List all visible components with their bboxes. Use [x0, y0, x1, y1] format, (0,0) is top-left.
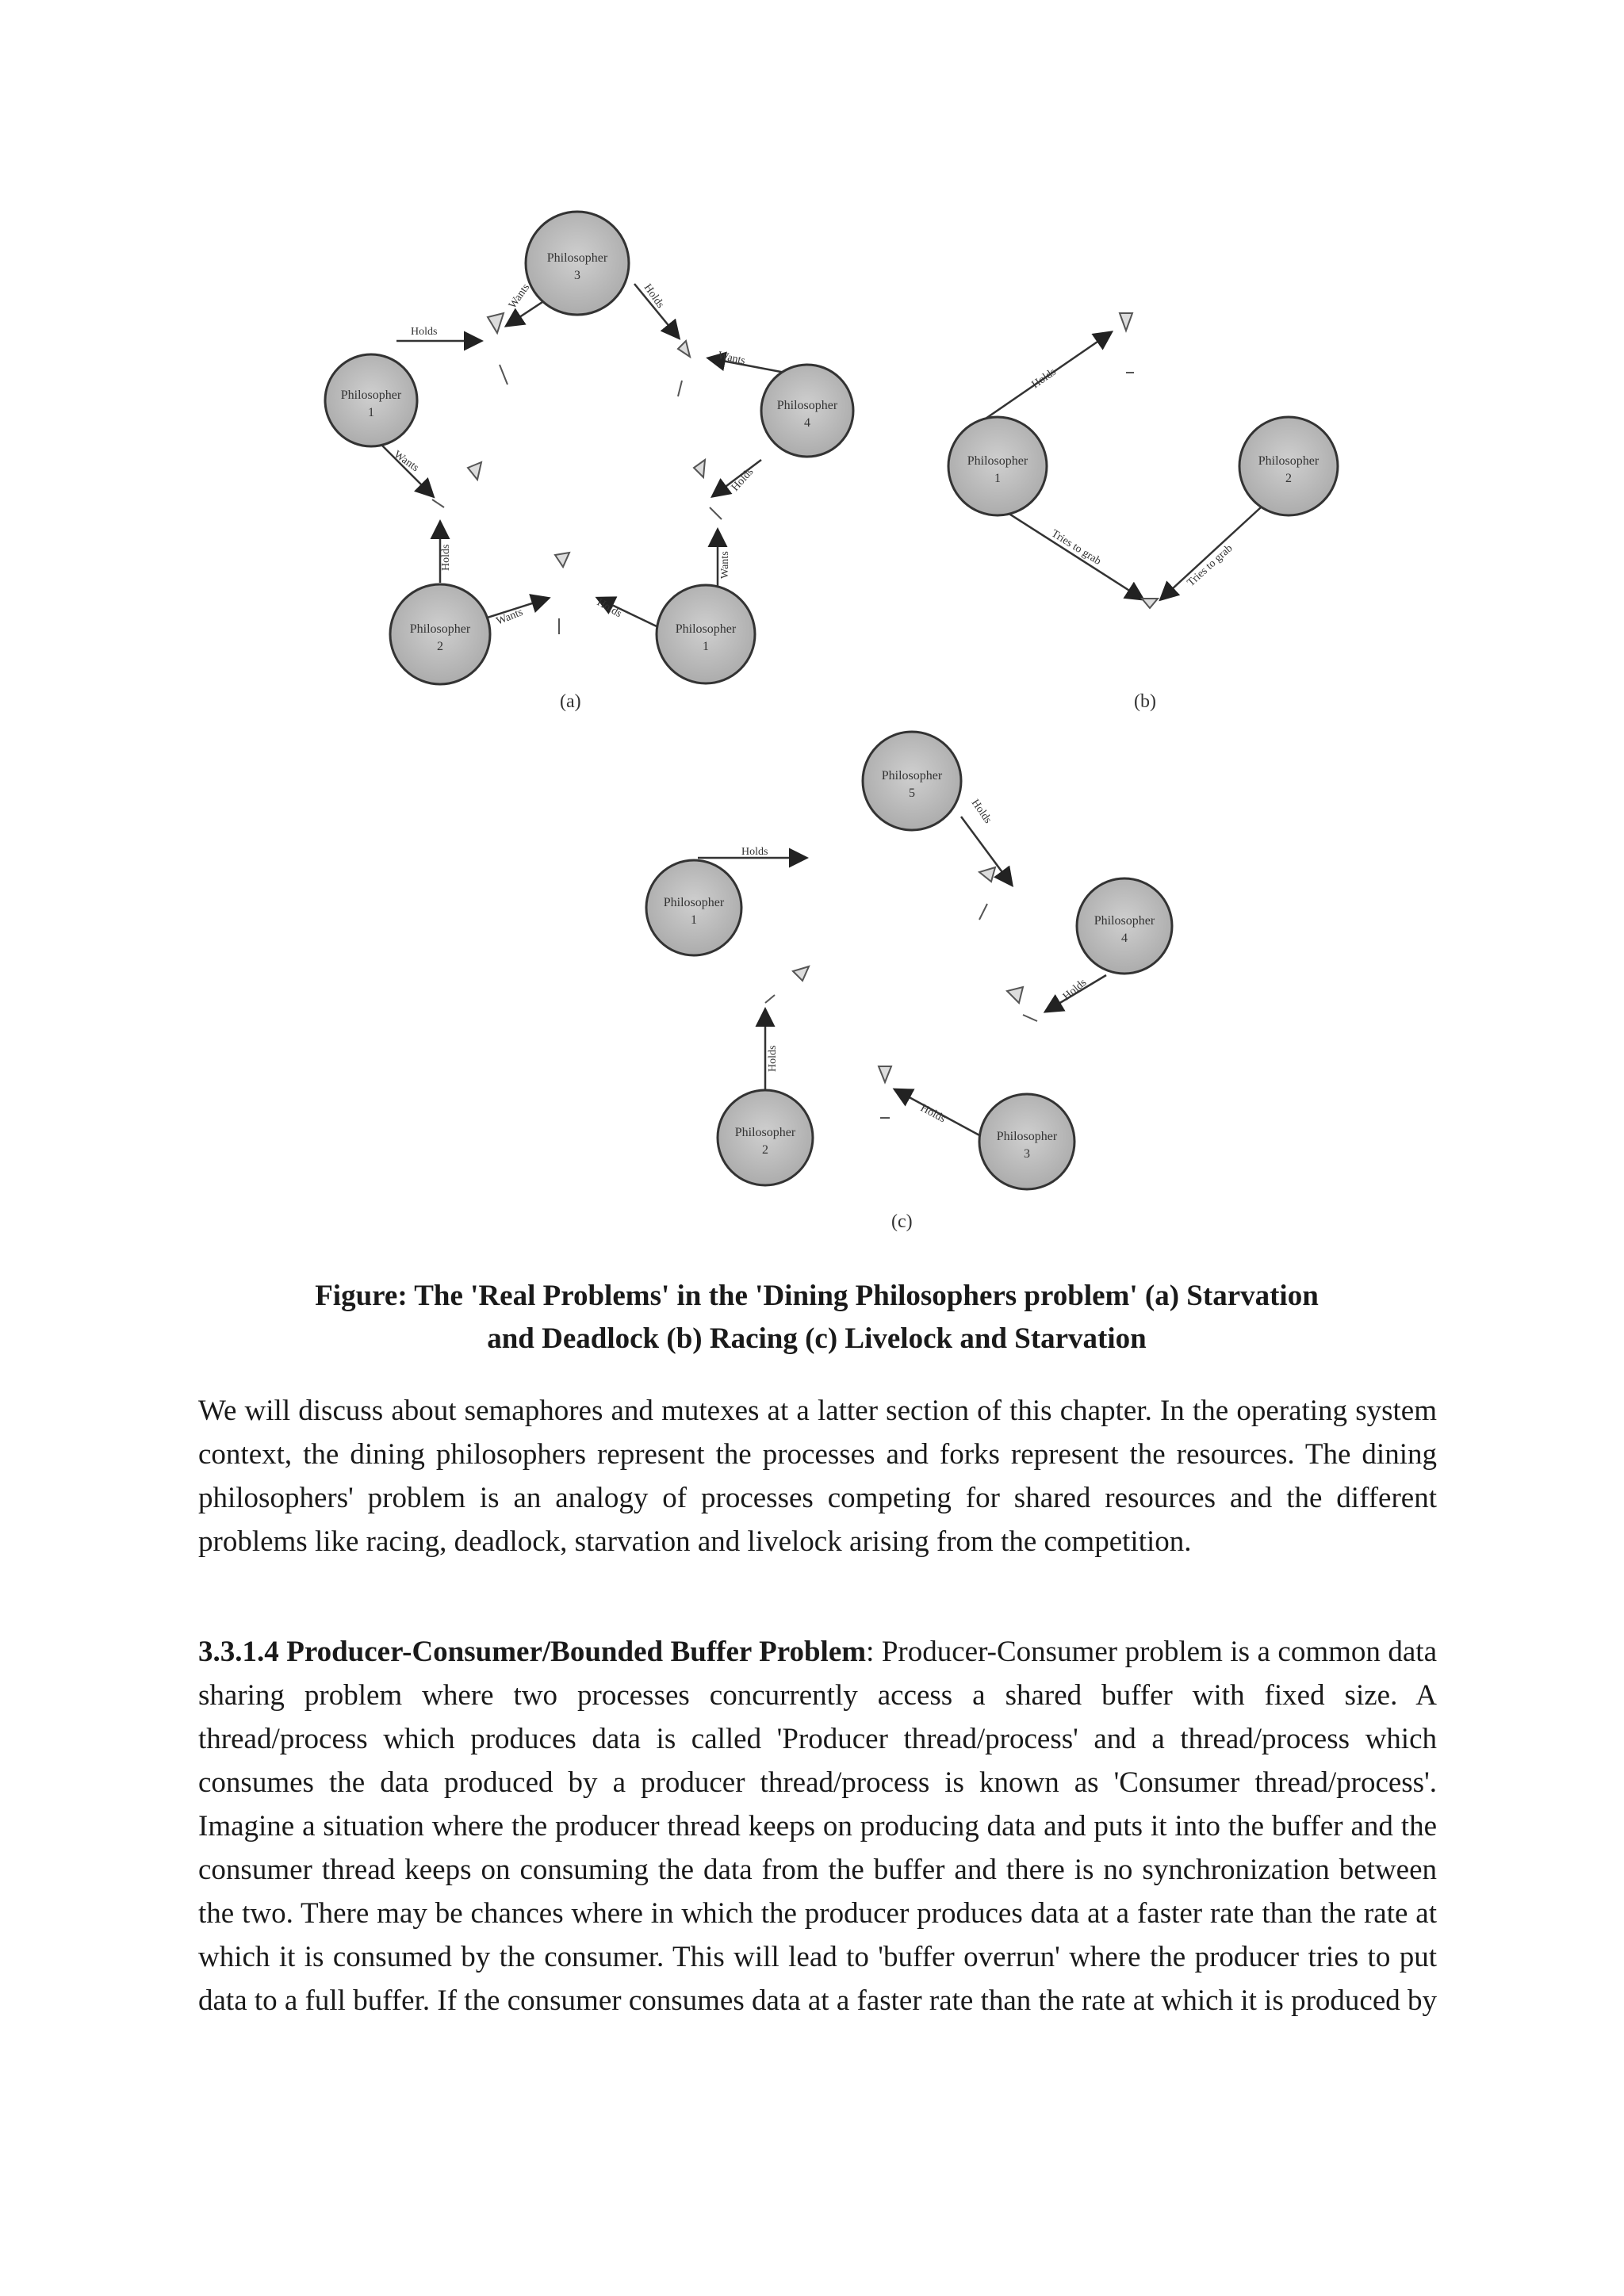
fork-icon — [488, 313, 508, 385]
svg-text:Philosopher: Philosopher — [967, 454, 1028, 468]
caption-line-1: Figure: The 'Real Problems' in the 'Dining Philosophers problem' (a) Starvation — [315, 1280, 1319, 1312]
relation-label: Holds — [767, 1045, 779, 1072]
philosopher-node — [863, 732, 961, 830]
relation-label: Holds — [741, 846, 768, 858]
relation-label: Wants — [506, 281, 533, 312]
section-body-text: : Producer-Consumer problem is a common data sharing problem where two processes concurrently access a shared buffer with fixed size. A thread/process which produces data is called 'Producer thread/process' and a thread/process which consumes the data produced by a producer thread/process is known as 'Consumer thread/process'. Imagine a situation where the producer thread keeps on producing data and puts it into the buffer and the consumer thread keeps on consuming the data from the buffer and there is no synchronization between the two. There may be chances where in which the producer produces data at a faster rate than the rate at which it is consumed by the consumer. This will lead to 'buffer overrun' where the producer tries to put data to a full buffer. If the consumer consumes data at a faster rate than the rate at which it is produced by — [198, 1636, 1437, 2017]
figure-caption — [198, 1275, 1435, 1360]
svg-text:3: 3 — [574, 269, 580, 282]
relation-label: Holds — [411, 326, 438, 338]
fork-icon — [432, 462, 481, 507]
svg-text:Philosopher: Philosopher — [675, 622, 737, 636]
philosopher-node — [979, 1094, 1074, 1189]
philosopher-node — [657, 585, 755, 683]
svg-text:Philosopher: Philosopher — [663, 896, 725, 909]
relation-label: Holds — [1060, 977, 1090, 1004]
philosopher-node — [1077, 878, 1172, 974]
paragraph-producer-consumer — [198, 1630, 1437, 2022]
svg-text:3: 3 — [1024, 1147, 1030, 1161]
svg-text:1: 1 — [703, 640, 709, 653]
relation-label: Holds — [595, 596, 624, 621]
philosopher-node — [948, 417, 1047, 515]
subfigure-label: (c) — [891, 1211, 913, 1232]
svg-text:Philosopher: Philosopher — [734, 1126, 796, 1139]
relation-label: Wants — [494, 606, 525, 628]
svg-text:Philosopher: Philosopher — [340, 388, 402, 402]
fork-icon — [555, 553, 569, 634]
svg-text:Philosopher: Philosopher — [1258, 454, 1320, 468]
subfigure-label: (b) — [1134, 691, 1156, 712]
svg-text:2: 2 — [1285, 472, 1292, 485]
fork-icon — [979, 867, 995, 920]
relation-label: Holds — [440, 544, 452, 571]
svg-text:4: 4 — [804, 416, 810, 430]
fork-icon — [1142, 599, 1158, 608]
fork-icon — [879, 1066, 891, 1118]
relation-label: Tries to grab — [1048, 527, 1104, 568]
paragraph-dining-philosophers-context: We will discuss about semaphores and mutexes at a latter section of this chapter. In the operating system context, the dining philosophers represent the processes and forks represent the resources. The dining philosophers' problem is an analogy of processes competing for shared resources and the different problems like racing, deadlock, starvation and livelock arising from the competition. — [198, 1395, 1437, 1558]
relation-label: Wants — [719, 551, 731, 579]
svg-text:Philosopher: Philosopher — [1094, 914, 1155, 928]
relation-label: Holds — [1029, 365, 1059, 392]
relation-label: Holds — [918, 1102, 948, 1126]
fork-icon — [694, 460, 722, 519]
svg-text:2: 2 — [762, 1143, 768, 1157]
svg-text:1: 1 — [368, 406, 374, 419]
subfigure-label: (a) — [560, 691, 581, 712]
fork-icon — [1120, 313, 1134, 373]
relation-label: Tries to grab — [1185, 542, 1235, 589]
svg-text:Philosopher: Philosopher — [881, 769, 943, 783]
relation-label: Holds — [968, 797, 994, 826]
svg-text:Philosopher: Philosopher — [776, 399, 838, 412]
philosopher-node — [718, 1090, 813, 1185]
svg-text:1: 1 — [691, 913, 697, 927]
fork-icon — [1007, 987, 1037, 1021]
section-heading: 3.3.1.4 Producer-Consumer/Bounded Buffer Problem — [198, 1636, 867, 1668]
subfigure-a — [325, 212, 853, 712]
philosopher-node — [390, 584, 490, 684]
fork-icon — [765, 966, 809, 1003]
philosopher-node — [526, 212, 629, 315]
caption-line-2: and Deadlock (b) Racing (c) Livelock and Starvation — [487, 1322, 1147, 1355]
fork-icon — [678, 341, 690, 396]
subfigure-c — [646, 732, 1172, 1232]
relation-label: Holds — [729, 465, 756, 494]
svg-text:1: 1 — [994, 472, 1001, 485]
svg-text:5: 5 — [909, 786, 915, 800]
philosopher-node — [325, 354, 417, 446]
relation-label: Wants — [717, 350, 747, 368]
svg-text:4: 4 — [1121, 932, 1128, 945]
svg-text:2: 2 — [437, 640, 443, 653]
svg-text:Philosopher: Philosopher — [546, 251, 608, 265]
subfigure-b — [948, 313, 1338, 712]
relation-label: Holds — [641, 281, 667, 311]
svg-text:Philosopher: Philosopher — [409, 622, 471, 636]
svg-text:Philosopher: Philosopher — [996, 1130, 1058, 1143]
relation-label: Wants — [391, 448, 421, 475]
philosopher-node — [646, 860, 741, 955]
philosopher-node — [1239, 417, 1338, 515]
philosopher-node — [761, 365, 853, 457]
